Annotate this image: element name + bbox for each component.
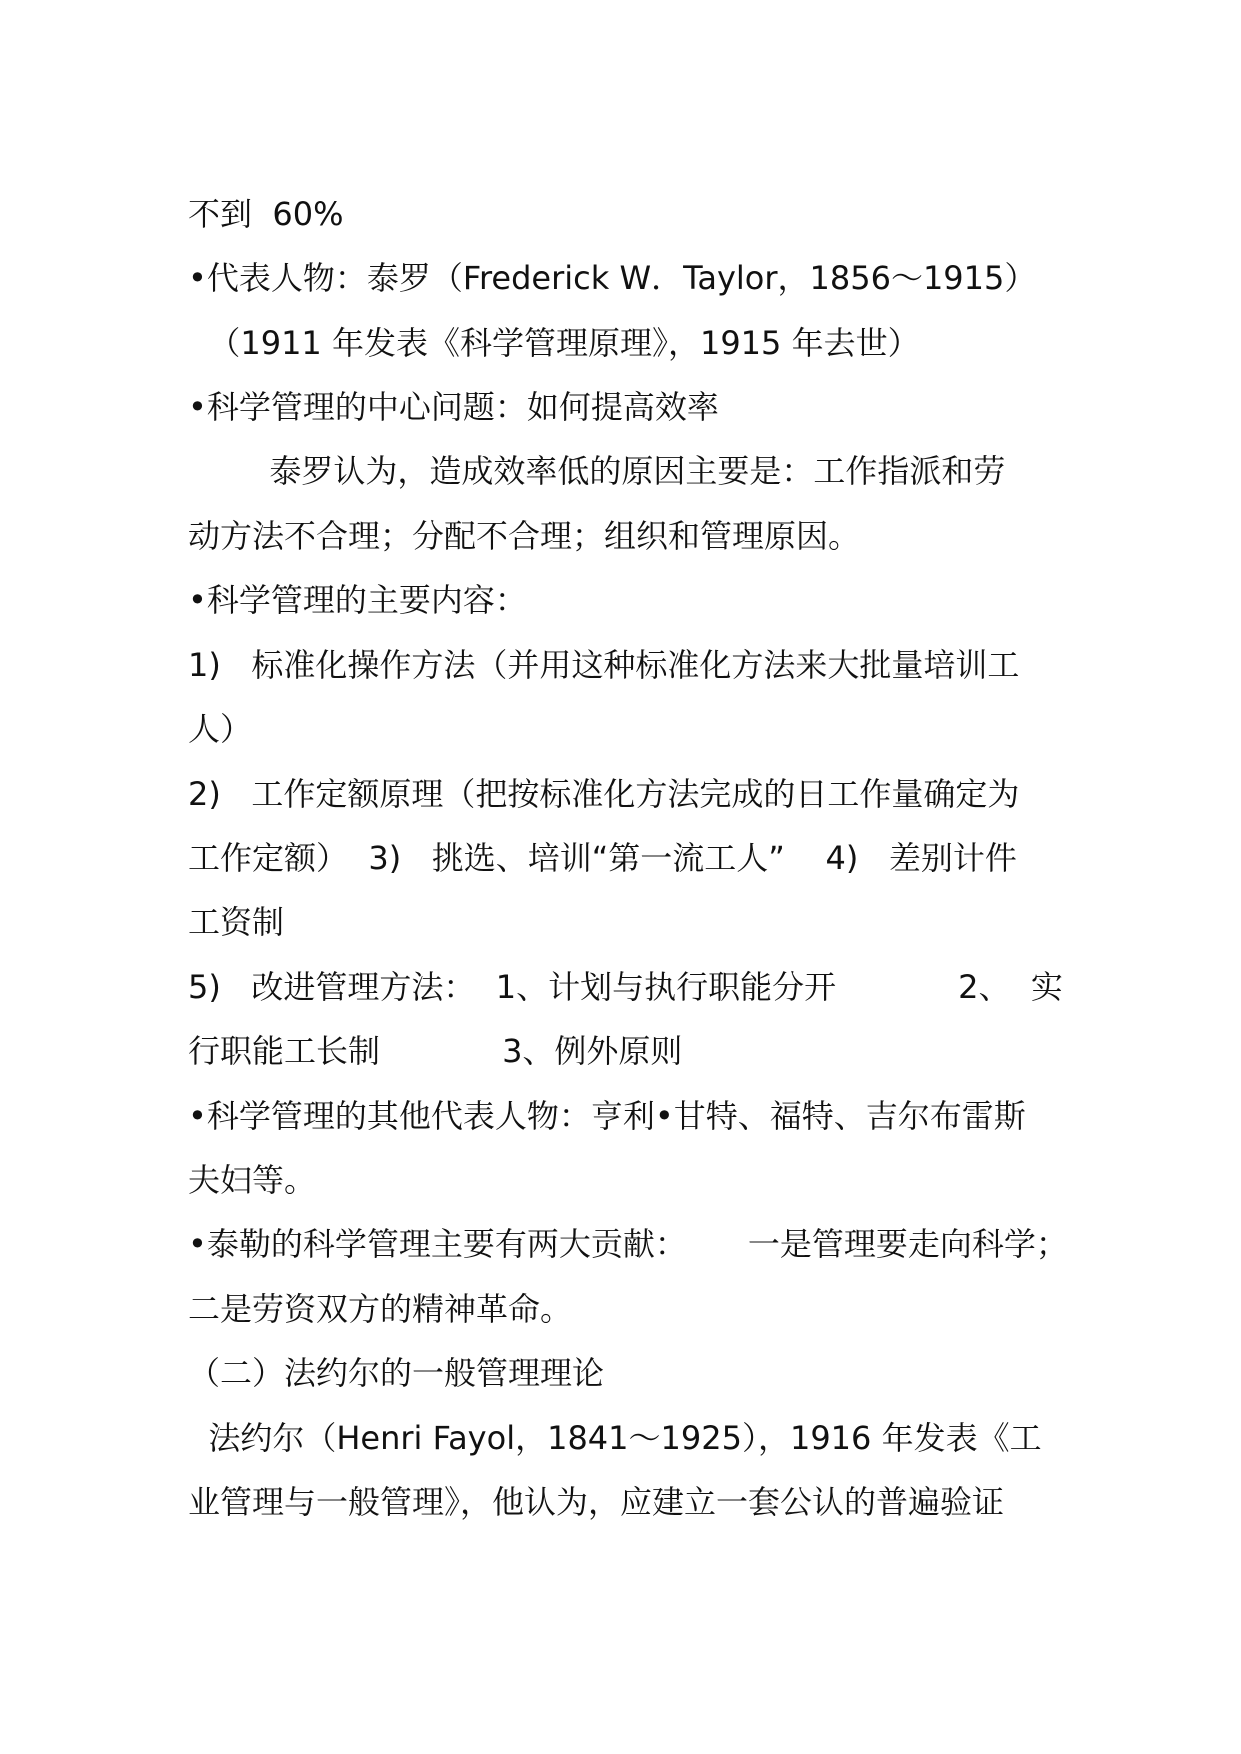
text-line-11: 工作定额） 3) 挑选、培训“第一流工人” 4) 差别计件 [188,839,1017,877]
text-line-15: •科学管理的其他代表人物：亨利•甘特、福特、吉尔布雷斯 [188,1097,1026,1135]
text-line-19: （二）法约尔的一般管理理论 [188,1354,605,1392]
text-line-5: 泰罗认为，造成效率低的原因主要是：工作指派和劳 [188,452,1006,490]
text-line-20: 法约尔（Henri Fayol，1841～1925），1916 年发表《工 [188,1419,1042,1457]
text-line-17: •泰勒的科学管理主要有两大贡献： 一是管理要走向科学； [188,1225,1068,1263]
text-line-3: （1911 年发表《科学管理原理》，1915 年去世） [188,324,920,362]
text-line-8: 1) 标准化操作方法（并用这种标准化方法来大批量培训工 [188,646,1020,684]
text-line-12: 工资制 [188,903,285,941]
text-line-13: 5) 改进管理方法： 1、计划与执行职能分开 2、 实 [188,968,1063,1006]
text-line-10: 2) 工作定额原理（把按标准化方法完成的日工作量确定为 [188,775,1020,813]
text-line-16: 夫妇等。 [188,1161,317,1199]
text-line-2: •代表人物：泰罗（Frederick W．Taylor，1856～1915） [188,259,1037,297]
text-line-1: 不到 60% [188,195,344,233]
text-line-14: 行职能工长制 3、例外原则 [188,1032,683,1070]
text-line-6: 动方法不合理；分配不合理；组织和管理原因。 [188,517,861,555]
text-line-4: •科学管理的中心问题：如何提高效率 [188,388,719,426]
text-line-7: •科学管理的主要内容： [188,581,527,619]
text-line-9: 人） [188,710,253,748]
text-line-18: 二是劳资双方的精神革命。 [188,1290,573,1328]
text-line-21: 业管理与一般管理》，他认为，应建立一套公认的普遍验证 [188,1483,1005,1521]
